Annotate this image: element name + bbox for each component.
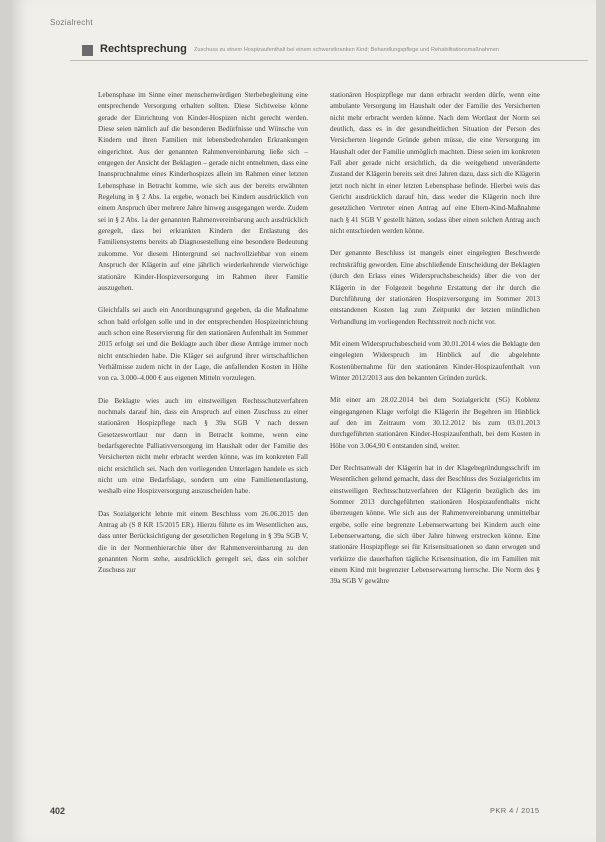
paragraph: Das Sozialgericht lehnte mit einem Beschluss vom 26.06.2015 den Antrag ab (S 8 KR 15/2015 ER). Hierzu führte es im Wesentlichen aus, dass unter Berücksichtigung der gesetzlichen Regelung in § 39a SGB V, die in der Normenhierarchie über der Rahmenvereinbarung zu den genannten Norm stehe, ausdrücklich geregelt sei, dass ein solcher Zuschuss zur — [98, 509, 308, 575]
header-subtitle: Zuschuss zu einem Hospizaufenthalt bei einem schwerstkranken Kind; Behandlungspflege und Rehabilitationsmaßnahmen — [194, 47, 500, 53]
right-column — [330, 90, 540, 588]
section-label: Sozialrecht — [50, 18, 93, 27]
paragraph: Die Beklagte wies auch im einstweiligen Rechtsschutzverfahren nochmals darauf hin, dass ein Anspruch auf einen Zuschuss zu einer stationären Hospizpflege nach § 39a SGB V nach dessen Gesetzeswortlaut nur dann in Betracht komme, wenn eine bedarfsgerechte Palliativversorgung im Haushalt oder der Familie des Versicherten nicht mehr erbracht werden könne, was im konkreten Fall nicht ersichtlich sei. Nach den vorliegenden Unterlagen handele es sich nicht um eine Bedarfslage, sondern um eine Familienentlastung, weshalb eine Hospizversorgung auszuscheiden habe. — [98, 396, 308, 496]
header-rule — [70, 60, 588, 61]
header-title: Rechtsprechung — [100, 43, 187, 55]
paragraph: Mit einer am 28.02.2014 bei dem Sozialgericht (SG) Koblenz eingegangenen Klage verfolgt die Klägerin ihr Begehren im Hinblick auf den im Zeitraum vom 30.12.2012 bis zum 03.01.2013 durchgeführten stationären Kinder-Hospizaufenthalt, bei dem Kosten in Höhe von 3.064,90 € entstanden sind, weiter. — [330, 396, 540, 450]
paragraph: stationären Hospizpflege nur dann erbracht werden dürfe, wenn eine ambulante Versorgung im Haushalt oder der Familie des Versicherten nicht mehr erbracht werden könne. Nach dem Wortlaut der Norm sei deutlich, dass es in der gesundheitlichen Situation der Person des Versicherten liegende Gründe geben müsse, die eine Versorgung im Haushalt oder der Familie unmöglich machten. Diese seien im konkreten Fall aber gerade nicht ersichtlich, da die weitgehend unveränderte Zustand der Klägerin bereits seit drei Jahren dazu, dass sich die Klägerin jetzt noch nicht in einer letzten Lebensphase befinde. Hierbei weis das Gericht ausdrücklich darauf hin, dass weder die Klägerin noch ihre gesetzlichen Vertreter einen Antrag auf eine Eltern-Kind-Maßnahme nach § 41 SGB V gestellt hätten, sodass über einen solchen Antrag auch nicht entschieden werden könne. — [330, 91, 540, 236]
document-page — [12, 0, 596, 842]
page-number: 402 — [50, 806, 66, 816]
paragraph: Der Rechtsanwalt der Klägerin hat in der Klagebegründungsschrift im Wesentlichen geltend gemacht, dass der Beschluss des Sozialgerichts im einstweiligen Rechtsschutzverfahren der Klägerin bezüglich des im Sommer 2013 durchgeführten stationären Hospizaufenthalts nicht überzeugen könne. Wie sich aus der Rahmenvereinbarung unmittelbar ergebe, solle eine begrenzte Lebenserwartung bei Kindern auch eine Lebenserwartung, die sich über Jahre hinweg erstrecken könne. Eine stationäre Hospizpflege sei für Krisensituationen so dann erwogen und verkürze die dauerhaften tägliche Krisensituation, die im Familien mit einem Kind mit begrenzter Lebenserwartung herrsche. Die Norm des § 39a SGB V gewähre — [330, 463, 540, 586]
journal-reference: PKR 4 / 2015 — [490, 806, 540, 815]
paragraph: Gleichfalls sei auch ein Anordnungsgrund gegeben, da die Maßnahme schon bald erfolgen solle und in der entsprechenden Hospizeinrichtung auch schon eine Reservierung für den stationären Aufenthalt im Sommer 2015 erfolgt sei und die Beklagte auch über diese Anträge immer noch nicht entschieden habe. Die Kläger sei aufgrund ihrer wirtschaftlichen Verhältnisse zudem nicht in der Lage, die anfallenden Kosten in Höhe von ca. 3.000–4.000 € aus eigenen Mitteln vorzulegen. — [98, 306, 308, 383]
running-header — [82, 43, 588, 58]
header-square-icon — [82, 45, 93, 56]
paragraph: Lebensphase im Sinne einer menschenwürdigen Sterbebegleitung eine entsprechende Versorgung erhalten sollten. Diese Sichtweise könne gerade der Einrichtung von Kinder-Hospizen nicht gerecht werden. Diese seien nämlich auf die besonderen Bedürfnisse und Wünsche von Kindern und ihren Familien mit lebensbedrohenden Erkrankungen eingerichtet. Aus der genannten Rahmenvereinbarung ließe sich – entgegen der Ansicht der Beklagten – gerade nicht entnehmen, dass eine Inanspruchnahme eines Kinderhospizes allein im Rahmen einer letzten Lebensphase in Betracht komme, wie sich aus der bereits erwähnten Regelung in § 2 Abs. 1a ergebe, wonach bei Kindern ausdrücklich von einem Anspruch über mehrere Jahre hinweg ausgegangen werde. Zudem sei in § 2 Abs. 1a der genannten Rahmenvereinbarung auch ausdrücklich geregelt, dass bei erkrankten Kindern der Entlastung des Familiensystems bereits ab Diagnosestellung eine besondere Bedeutung zukomme. Vor diesem Hintergrund sei nachvollziehbar von einem Anspruch der Klägerin auf eine jährlich wiederkehrende vierwöchige stationäre Kinder-Hospizversorgung im Rahmen ihrer Familie auszugehen. — [98, 91, 308, 292]
left-column — [98, 90, 308, 577]
paragraph: Der genannte Beschluss ist mangels einer eingelegten Beschwerde rechtskräftig geworden. Eine abschließende Entscheidung der Beklagten (durch den Erlass eines Widerspruchsbescheids) über die von der Klägerin in der Folgezeit begehrte Erstattung der ihr durch die Durchführung der stationären Hospizversorgung im Sommer 2013 entstandenen Kosten lag zum Zeitpunkt der letzten mündlichen Verhandlung im vorliegenden Rechtsstreit noch nicht vor. — [330, 249, 540, 326]
paragraph: Mit einem Widerspruchsbescheid vom 30.01.2014 wies die Beklagte den eingelegten Widerspruch im Hinblick auf die abgelehnte Kostenübernahme für den stationären Kinder-Hospizaufenthalt von Winter 2012/2013 aus den bekannten Gründen zurück. — [330, 339, 540, 382]
